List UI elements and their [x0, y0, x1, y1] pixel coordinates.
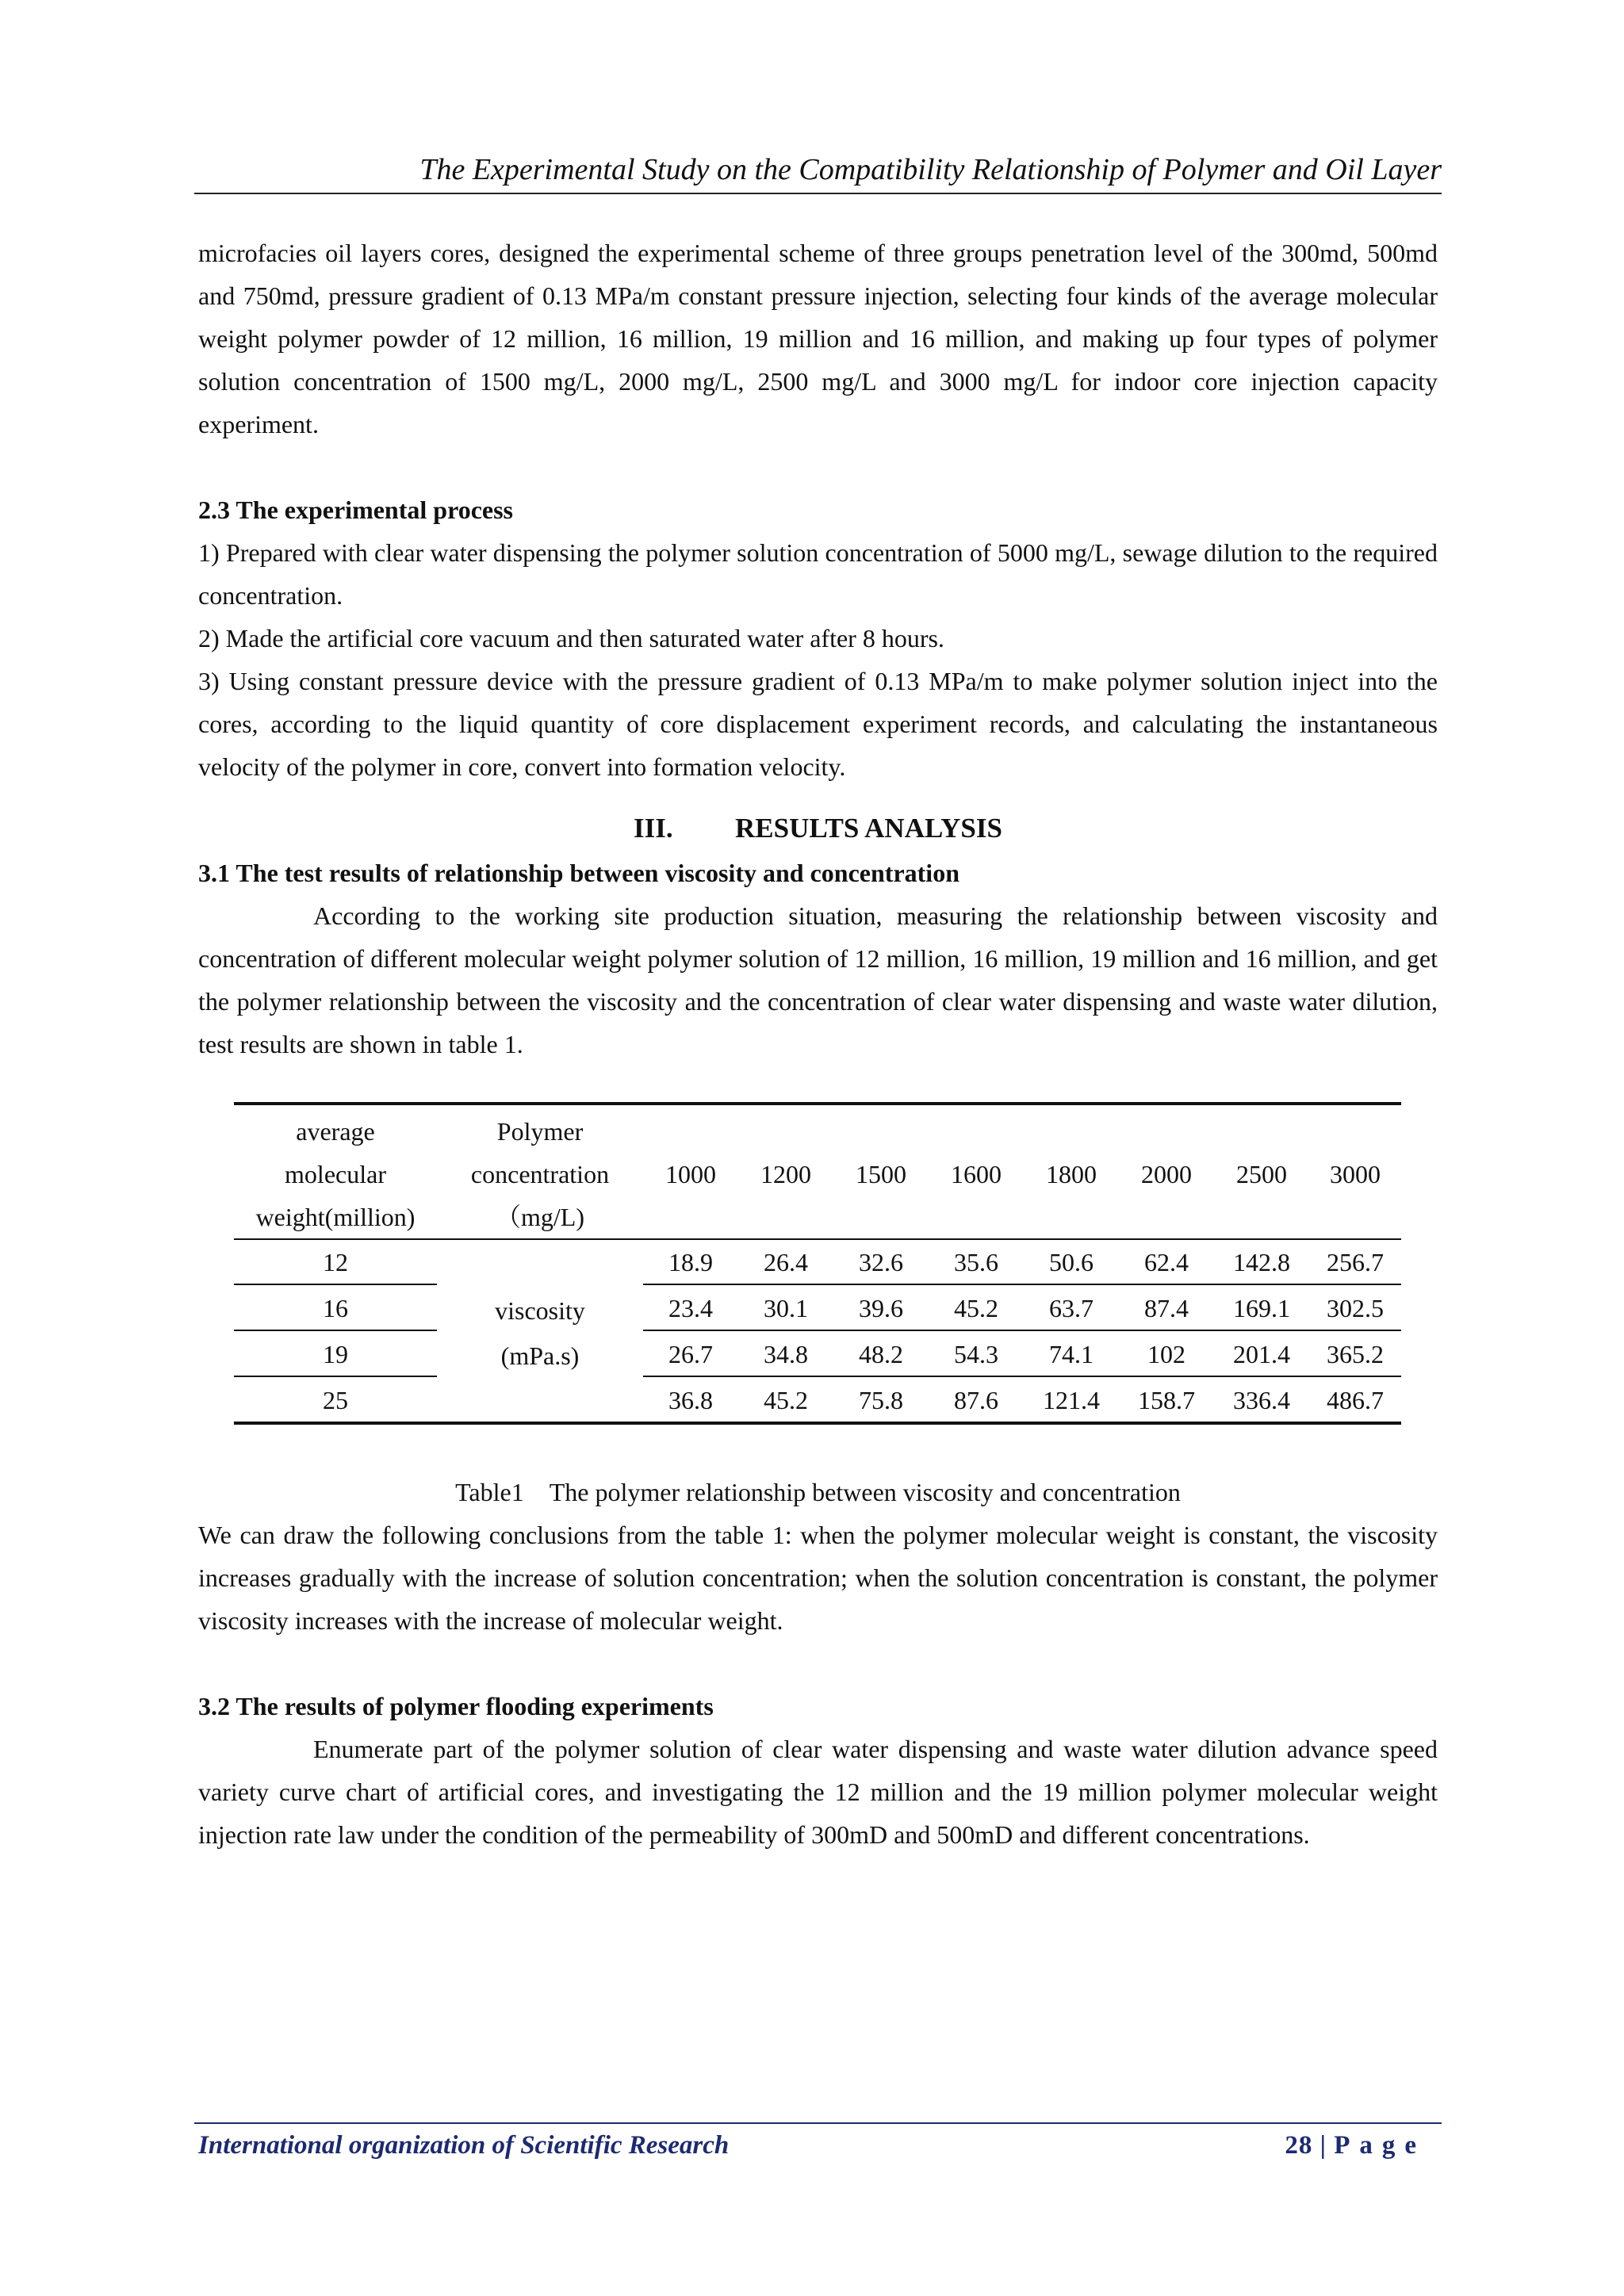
table-header-mw-line: average: [296, 1117, 375, 1146]
table-header-rule: [234, 1238, 1401, 1240]
table-header-conc-line: Polymer: [496, 1117, 584, 1146]
table-header-concentration: 1600: [951, 1160, 1002, 1188]
table-cell: 48.2: [859, 1340, 903, 1368]
footer-rule: [194, 2122, 1442, 2124]
page-label: Page: [1334, 2131, 1426, 2160]
step-3: 3) Using constant pressure device with the pressure gradient of 0.13 MPa/m to make polymer solution inject into the cores, according to the liquid quantity of core displacement experiment records, and calculating the instantaneous velocity of the polymer in core, convert into formation velocity.: [198, 667, 1438, 781]
table-cell: 87.4: [1144, 1294, 1189, 1322]
table-cell: 486.7: [1327, 1386, 1384, 1414]
section-3-1-heading: 3.1 The test results of relationship between viscosity and concentration: [198, 859, 959, 887]
table-cell: 256.7: [1327, 1248, 1384, 1276]
table-cell: 54.3: [954, 1340, 998, 1368]
section-3-2-heading: 3.2 The results of polymer flooding experiments: [198, 1692, 714, 1720]
table-header-concentration: 2500: [1236, 1160, 1287, 1188]
table-header-conc-line: concentration: [470, 1160, 610, 1188]
section-3-label: RESULTS ANALYSIS: [735, 813, 1002, 844]
section-3-1-paragraph: According to the working site production situation, measuring the relationship between viscosity and concentration of different molecular weight polymer solution of 12 million, 16 million, 19 million and 16 million, and get the polymer relationship between the viscosity and the concentration of clear water dispensing and waste water dilution, test results are shown in table 1.: [198, 901, 1438, 1058]
table-header-concentration: 1000: [665, 1160, 716, 1188]
section-3-title: [198, 807, 1438, 850]
table-cell: 23.4: [668, 1294, 713, 1322]
table-cell: 365.2: [1327, 1340, 1384, 1368]
journal-name: International organization of Scientific Research: [198, 2131, 730, 2160]
table-cell-mw: 19: [323, 1340, 348, 1368]
table-cell: 34.8: [764, 1340, 808, 1368]
table-cell: 39.6: [859, 1294, 903, 1322]
table-cell: 26.4: [764, 1248, 808, 1276]
table-header-concentration: 1800: [1046, 1160, 1097, 1188]
table-cell: 169.1: [1233, 1294, 1290, 1322]
running-title: The Experimental Study on the Compatibility Relationship of Polymer and Oil Layer: [419, 153, 1442, 186]
table-cell: 45.2: [764, 1386, 808, 1414]
table-viscosity-unit: (mPa.s): [500, 1341, 580, 1370]
table-row-rule: [234, 1330, 437, 1331]
table-header-mw-line: weight(million): [255, 1203, 416, 1231]
table-top-rule: [234, 1102, 1401, 1105]
table-cell: 201.4: [1233, 1340, 1290, 1368]
header-rule: [194, 193, 1442, 194]
page-number: 28: [1285, 2131, 1313, 2160]
table-row-rule: [643, 1284, 1401, 1285]
table-cell: 26.7: [668, 1340, 713, 1368]
table-cell: 63.7: [1049, 1294, 1094, 1322]
table-row-rule: [643, 1330, 1401, 1331]
table-cell: 35.6: [954, 1248, 998, 1276]
table-1: [234, 1102, 1401, 1425]
table-cell: 30.1: [764, 1294, 808, 1322]
table-cell: 87.6: [954, 1386, 998, 1414]
table-cell-mw: 25: [323, 1386, 348, 1414]
table-header-concentration: 1500: [856, 1160, 906, 1188]
step-2: 2) Made the artificial core vacuum and then saturated water after 8 hours.: [198, 624, 944, 652]
table-cell: 75.8: [859, 1386, 903, 1414]
table-cell: 102: [1147, 1340, 1185, 1368]
table-row-rule: [234, 1376, 437, 1377]
table-header-mw-line: molecular: [285, 1160, 386, 1188]
table-row-rule: [234, 1284, 437, 1285]
section-2-3-heading: 2.3 The experimental process: [198, 496, 513, 524]
table-bottom-rule: [234, 1422, 1401, 1425]
table-cell-mw: 12: [323, 1248, 348, 1276]
table-cell-mw: 16: [323, 1294, 348, 1322]
table-cell: 158.7: [1138, 1386, 1195, 1414]
table-viscosity-label: viscosity: [495, 1296, 585, 1325]
section-3-2-paragraph: Enumerate part of the polymer solution of clear water dispensing and waste water dilution advance speed variety curve chart of artificial cores, and investigating the 12 million and the 19 million polymer molecular weight injection rate law under the condition of the permeability of 300mD and 500mD and different concentrations.: [198, 1735, 1438, 1849]
table-cell: 121.4: [1043, 1386, 1100, 1414]
table-cell: 32.6: [859, 1248, 903, 1276]
table-cell: 18.9: [668, 1248, 713, 1276]
table-caption: Table1 The polymer relationship between viscosity and concentration: [455, 1478, 1181, 1506]
table-header-concentration: 3000: [1330, 1160, 1381, 1188]
table-header-conc-line: （mg/L): [496, 1203, 584, 1231]
table-row-rule: [643, 1376, 1401, 1377]
intro-paragraph: microfacies oil layers cores, designed the experimental scheme of three groups penetration level of the 300md, 500md and 750md, pressure gradient of 0.13 MPa/m constant pressure injection, selecting four kinds of the average molecular weight polymer powder of 12 million, 16 million, 19 million and 16 million, and making up four types of polymer solution concentration of 1500 mg/L, 2000 mg/L, 2500 mg/L and 3000 mg/L for indoor core injection capacity experiment.: [198, 239, 1438, 438]
table-cell: 74.1: [1049, 1340, 1094, 1368]
table-cell: 336.4: [1233, 1386, 1290, 1414]
section-3-number: III.: [634, 813, 673, 844]
conclusion-paragraph: We can draw the following conclusions from the table 1: when the polymer molecular weight is constant, the viscosity increases gradually with the increase of solution concentration; when the solution concentration is constant, the polymer viscosity increases with the increase of molecular weight.: [198, 1521, 1438, 1635]
table-header-concentration: 1200: [760, 1160, 811, 1188]
table-cell: 50.6: [1049, 1248, 1094, 1276]
table-cell: 302.5: [1327, 1294, 1384, 1322]
table-header-concentration: 2000: [1141, 1160, 1192, 1188]
table-cell: 62.4: [1144, 1248, 1189, 1276]
table-cell: 36.8: [668, 1386, 713, 1414]
page-indicator: [1285, 2125, 1426, 2166]
page-separator: |: [1320, 2131, 1327, 2160]
table-cell: 45.2: [954, 1294, 998, 1322]
table-cell: 142.8: [1233, 1248, 1290, 1276]
step-1: 1) Prepared with clear water dispensing the polymer solution concentration of 5000 mg/L, sewage dilution to the required concentration.: [198, 538, 1438, 610]
